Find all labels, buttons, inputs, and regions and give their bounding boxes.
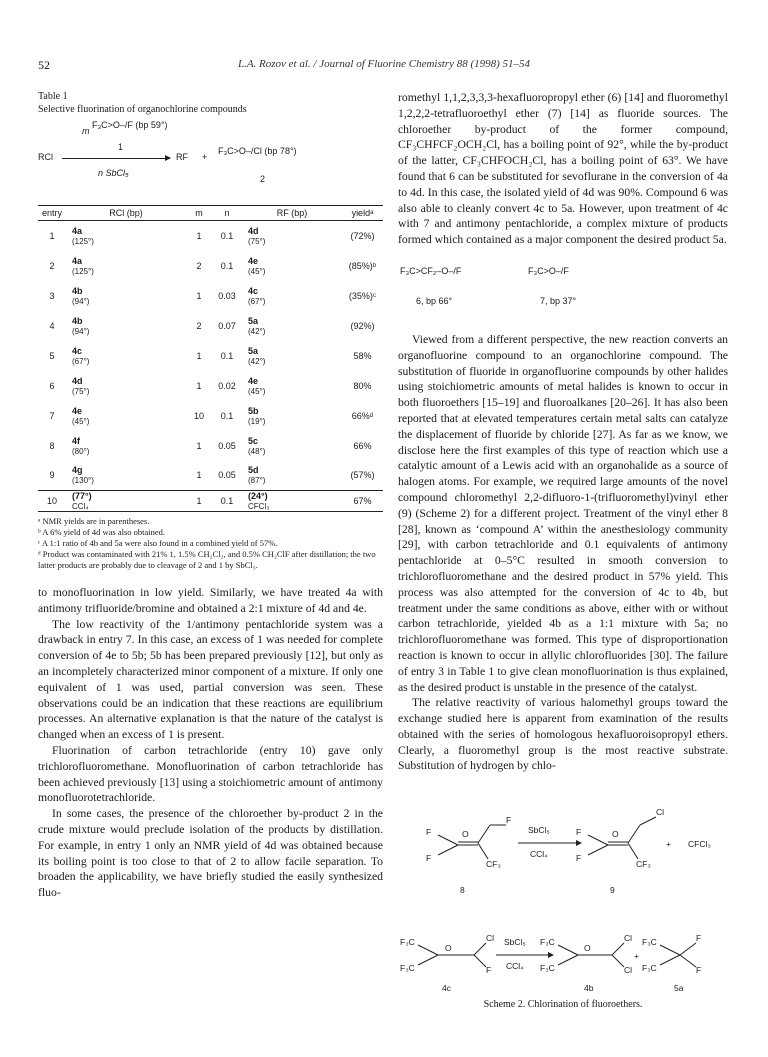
table-row [38,281,383,311]
cell-n: 0.1 [220,260,234,271]
scheme-2 [398,795,728,1045]
cell-rf [242,491,342,512]
cell-rcl [66,371,186,401]
compound-bp: CCl₄ [72,502,89,511]
svg-text:F: F [426,827,432,837]
svg-text:O: O [612,829,619,839]
cell-yield: 58% [353,350,372,361]
col-rcl: RCl (bp) [66,206,186,221]
svg-text:CF₃: CF₃ [486,859,501,869]
compound-id: 5a [248,345,259,356]
compound-bp: (42°) [248,356,266,366]
table-row [38,461,383,491]
compound-bp: (125°) [72,266,94,276]
cell-m: 1 [186,491,212,512]
compound-id: 5b [248,405,259,416]
scheme-m: m [82,126,90,136]
svg-text:F: F [696,965,702,975]
svg-text:F: F [576,827,582,837]
paragraph: The low reactivity of the 1/antimony pentachloride system was a drawback in entry 7. In this case, an excess of 1 was needed for complete conversion of 4e to 5b; 5b has been prepared previously [12], but only as an incompletely characterized minor component of a mixture. If only one equivalent of 1 was used, partial conversion was seen. These observations could be an indication that these reactions are equilibrium processes. An alternative explanation is that the nature of the catalyst is changed when an excess of 1 is present. [38,617,383,742]
cell-m: 1 [196,440,202,451]
col-n: n [212,206,242,221]
svg-text:F₃C: F₃C [540,937,555,947]
cell-n: 0.07 [218,320,236,331]
compound-rcl [72,376,184,396]
compound-bp: (94°) [72,296,90,306]
compound-id: 4d [72,375,83,386]
right-body-2 [398,332,728,774]
footnote: ᵃ NMR yields are in parentheses. [38,516,150,526]
compound-rf [248,346,340,366]
compound-rf [248,491,340,511]
cell-entry: 7 [49,410,55,421]
running-title: L.A. Rozov et al. / Journal of Fluorine Chemistry 88 (1998) 51–54 [237,58,531,70]
scheme2-label-8: 8 [460,885,465,895]
cell-rf [242,461,342,491]
cell-m: 10 [193,410,204,421]
structure-6-label: 6, bp 66° [416,295,453,306]
cell-n: 0.02 [218,380,236,391]
cell-n: 0.1 [212,491,242,512]
cell-rf [242,371,342,401]
cell-yield: (57%) [350,470,375,481]
fluorination-table [38,205,383,512]
left-column [38,90,383,901]
cell-rcl [66,431,186,461]
cell-m: 1 [196,470,202,481]
compound-id: 5c [248,435,259,446]
compound-bp: (130°) [72,476,94,486]
cell-entry: 6 [49,380,55,391]
compound-bp: (45°) [72,416,90,426]
cell-rcl [66,251,186,281]
cell-rf [242,431,342,461]
cell-n: 0.1 [220,410,234,421]
svg-text:F₃C: F₃C [642,937,657,947]
compound-rf [248,406,340,426]
scheme-product: RF [176,152,188,162]
compound-bp: (75°) [72,386,90,396]
compound-id: 4e [72,405,83,416]
svg-text:F: F [696,933,702,943]
compound-rcl [72,436,184,456]
paragraph: Fluorination of carbon tetrachloride (entry 10) gave only trichlorofluoromethane. Monofluorination of carbon tetrachloride has been achieved previously [13] using a stoichiometric amount of antimony monofluorotetrachloride. [38,743,384,805]
compound-id: 4a [72,225,83,236]
table-row [38,341,383,371]
compound-rcl [72,465,184,485]
compound-rf [248,286,340,306]
compound-bp: (19°) [248,416,266,426]
table-row [38,311,383,341]
footnote: ᵈ Product was contaminated with 21% 1, 1.5% CH₂Cl₂, and 0.5% CH₂ClF after distillation; the two latter products are probably due to cleavage of 2 and 1 by SbCl₅. [38,549,376,570]
compound-bp: (67°) [248,296,266,306]
structure-6: F₃C>CF₂–O–/F [400,265,462,276]
svg-text:F: F [426,853,432,863]
right-column [398,90,728,774]
scheme2-label-4b: 4b [584,983,594,993]
cell-rcl [66,341,186,371]
compound-bp: (45°) [248,386,266,396]
compound-bp: (42°) [248,326,266,336]
structure-7-label: 7, bp 37° [540,295,577,306]
cell-m: 2 [196,320,202,331]
scheme2-caption: Scheme 2. Chlorination of fluoroethers. [483,999,643,1010]
compound-id: (77°) [72,491,92,501]
compound-bp: (87°) [248,476,266,486]
cell-rcl [66,491,186,512]
compound-id: 4a [72,255,83,266]
svg-text:F: F [486,965,492,975]
svg-text:O: O [445,943,452,953]
cell-n: 0.1 [220,350,234,361]
right-body [398,90,728,248]
cell-yield: 67% [342,491,383,512]
compound-bp: (67°) [72,356,90,366]
col-m: m [186,206,212,221]
table-row [38,251,383,281]
col-yield: yieldᵃ [342,206,383,221]
cell-yield: (85%)ᵇ [348,260,377,271]
compound-id: 4b [72,315,83,326]
cell-m: 1 [196,350,202,361]
svg-text:F: F [576,853,582,863]
compound-id: 4e [248,255,259,266]
svg-text:Cl: Cl [486,933,495,943]
scheme-byproduct-num: 2 [260,174,266,184]
compound-bp: (75°) [248,236,266,246]
compound-rcl [72,406,184,426]
table-row [38,221,383,251]
scheme-arrow [62,158,170,159]
compound-id: 4e [248,375,259,386]
table-row [38,401,383,431]
cell-rcl [66,281,186,311]
cell-n: 0.1 [220,230,234,241]
cell-entry: 2 [49,260,55,271]
structure-7: F₃C>O–/F [528,265,569,276]
scheme2-r1-reagent-bottom: CCl₄ [530,849,548,859]
scheme-rcl: RCl [38,152,53,162]
compound-rf [248,436,340,456]
cell-rf [242,341,342,371]
col-rf: RF (bp) [242,206,342,221]
compound-id: 4g [72,465,83,476]
cell-rcl [66,461,186,491]
svg-text:CF₃: CF₃ [636,859,651,869]
paragraph: The relative reactivity of various halomethyl groups toward the exchange studied here is apparent from examination of the results obtained with the series of homologous hexafluoroisopropyl ethers. Clearly, a fluoromethyl group is the most reactive substrate. Substitution of hydrogen by chlo- [398,696,728,773]
compound-rf [248,376,340,396]
cell-rcl [66,401,186,431]
cell-n: 0.03 [218,290,236,301]
compound-bp: (48°) [248,446,266,456]
ether-structures [398,260,728,322]
svg-text:F₃C: F₃C [400,963,415,973]
footnote: ᶜ A 1:1 ratio of 4b and 5a were also found in a combined yield of 57%. [38,538,278,548]
compound-rf [248,465,340,485]
compound-bp: (80°) [72,446,90,456]
scheme2-r2-reagent-bottom: CCl₄ [506,961,524,971]
scheme-reagent: F₃C>O–/F (bp 59°) [92,120,168,130]
compound-id: 4d [248,225,259,236]
svg-text:F₃C: F₃C [400,937,415,947]
cell-yield: 80% [353,380,372,391]
table-footnotes [38,516,383,571]
table-row [38,491,383,512]
cell-entry: 5 [49,350,55,361]
compound-id: (24°) [248,491,268,501]
compound-bp: CFCl₃ [248,502,270,511]
cell-entry: 4 [49,320,55,331]
cell-m: 1 [196,230,202,241]
compound-rcl [72,256,184,276]
cell-rcl [66,221,186,251]
svg-text:Cl: Cl [624,965,633,975]
svg-text:F₃C: F₃C [540,963,555,973]
cell-entry: 1 [49,230,55,241]
cell-m: 1 [196,380,202,391]
table-caption: Selective fluorination of organochlorine compounds [38,104,247,115]
compound-bp: (45°) [248,266,266,276]
compound-id: 5a [248,315,259,326]
compound-id: 4c [72,345,83,356]
cell-rf [242,401,342,431]
paragraph: In some cases, the presence of the chloroether by-product 2 in the crude mixture would preclude isolation of the products by distillation. For example, in entry 1 only an NMR yield of 4d was obtained because its boiling point is too close to that of 2 to allow facile separation. To broaden the applicability, we have briefly studied the easily synthesized fluo- [38,807,383,900]
scheme2-label-9: 9 [610,885,615,895]
svg-text:F: F [506,815,512,825]
cell-yield: 66%ᵈ [351,410,374,421]
compound-rf [248,316,340,336]
table-row [38,371,383,401]
cell-yield: (35%)ᶜ [348,290,377,301]
svg-text:F₃C: F₃C [642,963,657,973]
cell-m: 2 [196,260,202,271]
left-body [38,585,383,901]
scheme-reagent-num: 1 [118,142,124,152]
compound-rf [248,226,340,246]
scheme2-r1-byproduct: CFCl₃ [688,839,711,849]
scheme2-r2-plus: + [634,951,639,961]
table-header-row [38,206,383,221]
compound-rcl [72,346,184,366]
paragraph: to monofluorination in low yield. Similarly, we have treated 4a with antimony trifluoride/bromine and obtained a 2:1 mixture of 4d and 4e. [38,586,383,615]
scheme2-label-4c: 4c [442,983,451,993]
svg-text:Cl: Cl [656,807,665,817]
col-entry: entry [38,206,66,221]
table-scheme [38,116,383,201]
scheme-byproduct: F₃C>O–/Cl (bp 78°) [218,146,297,156]
cell-yield: (72%) [350,230,375,241]
cell-entry: 10 [38,491,66,512]
footnote: ᵇ A 6% yield of 4d was also obtained. [38,527,166,537]
compound-rcl [72,491,184,511]
compound-id: 4f [72,435,81,446]
svg-text:O: O [584,943,591,953]
scheme2-r1-reagent-top: SbCl₅ [528,825,550,835]
scheme2-label-5a: 5a [674,983,684,993]
cell-rf [242,251,342,281]
cell-rf [242,311,342,341]
cell-rcl [66,311,186,341]
cell-yield: 66% [353,440,372,451]
compound-rcl [72,316,184,336]
compound-rcl [72,226,184,246]
cell-n: 0.05 [218,440,236,451]
paragraph: romethyl 1,1,2,3,3,3-hexafluoropropyl ether (6) [14] and fluoromethyl 1,2,2,2-tetrafluoroethyl ether (7) [14] as fluoride sources. The chloroether by-product of the former compound, CF₃CHFCF₂OCH₂Cl, has a boiling point of 92°, while the by-product of the latter, CF₃CHFOCH₂Cl, has a boiling point of 63°. We have found that 6 can be substituted for sevoflurane in the conversion of 4a to 4d. In this case, the isolated yield of 4d was 90%. Compound 6 was also able to cleanly convert 4c to 5a. However, upon treatment of 4c with 7 and antimony pentachloride, a complex mixture of products formed which contained as a major component the desired product 5a. [398,91,728,247]
compound-rcl [72,286,184,306]
scheme-catalyst: n SbCl₅ [98,168,129,178]
cell-rf [242,221,342,251]
scheme2-r1-plus: + [666,839,671,849]
scheme-plus: + [202,152,208,162]
compound-bp: (94°) [72,326,90,336]
table-label: Table 1 [38,91,68,102]
cell-yield: (92%) [350,320,375,331]
cell-m: 1 [196,290,202,301]
paragraph: Viewed from a different perspective, the new reaction converts an organofluorine compound to an organochlorine compound. The substitution of fluoride in organofluorine compounds by other halides using stoichiometric amounts of metal halides is known to occur in both fluoroethers [15–19] and fluoroalkanes [20–26]. It has also been reported that at elevated temperatures certain metal salts can catalyze the displacement of fluoride by chloride [27]. As far as we know, we disclose here the first examples of this type of reaction which use a catalytic amount of a Lewis acid with an organohalide as a source of halogen atoms. For example, we required large amounts of the novel compound chloromethyl 2,2-difluoro-1-(trifluoromethyl)vinyl ether (9) (Scheme 2) for a different project. Treatment of the vinyl ether 8 [28], known as ‘compound A’ within the anesthesiology community [29], with carbon tetrachloride and 0.1 equivalents of antimony pentachloride at 0–5°C resulted in smooth conversion to trichlorofluoromethane and the desired product in 57% yield. This process was also attempted for the conversion of 4c to 4b, but treatment under the same conditions as above, either with or without carbon tetrachloride, yielded 4b as a 1:1 mixture with 5a; no trichlorofluoromethane was formed. This type of disproportionation reaction is known to occur in allylic chlorofluorides [30]. The failure of entry 3 in Table 1 to give clean monofluorination is thus explained, as the desired product is unstable in the presence of the catalyst. [398,332,728,694]
cell-entry: 8 [49,440,55,451]
svg-text:Cl: Cl [624,933,633,943]
page-number: 52 [38,58,50,72]
compound-bp: (125°) [72,236,94,246]
cell-entry: 3 [49,290,55,301]
cell-entry: 9 [49,470,55,481]
cell-n: 0.05 [218,470,236,481]
compound-rf [248,256,340,276]
table-row [38,431,383,461]
cell-rf [242,281,342,311]
svg-text:O: O [462,829,469,839]
compound-id: 5d [248,465,259,476]
compound-id: 4c [248,285,259,296]
compound-id: 4b [72,285,83,296]
scheme2-r2-reagent-top: SbCl₅ [504,937,526,947]
